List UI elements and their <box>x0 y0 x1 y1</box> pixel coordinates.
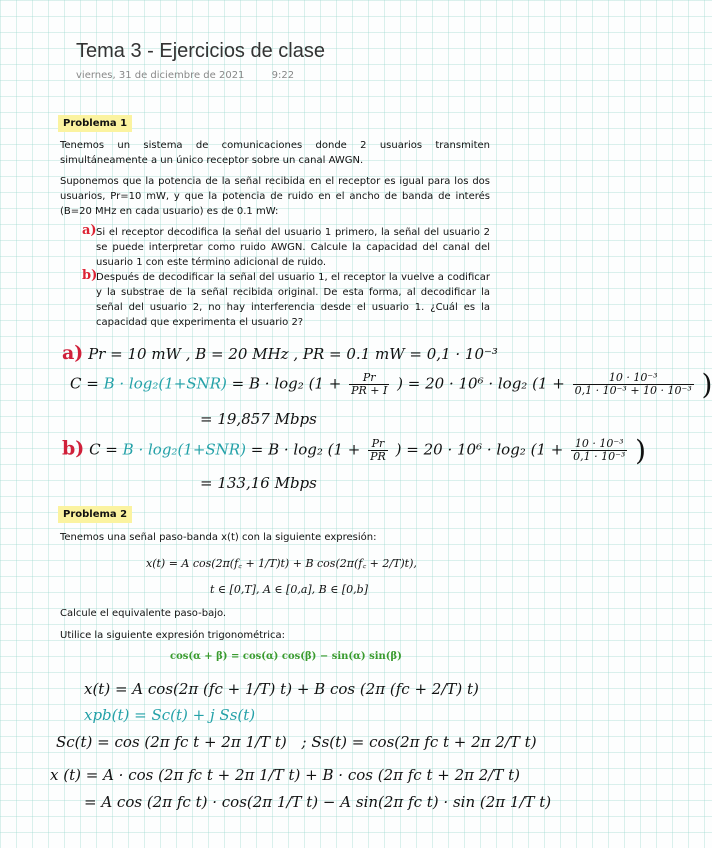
hw1-b-formula: B · log₂(1+SNR) <box>122 440 246 459</box>
hw1-c-fraction2 <box>573 372 694 397</box>
hw2-line5: = A cos (2π fc t) · cos(2π 1/T t) − A sin(2π fc t) · sin (2π 1/T t) <box>84 793 552 811</box>
hw1-b-result: = 133,16 Mbps <box>200 474 317 492</box>
hw1-b-frac-den: PR <box>370 450 386 463</box>
hw1-b-eq: = B · log₂ <box>250 440 323 459</box>
problem1-assumption: Suponemos que la potencia de la señal recibida en el receptor es igual para los dos usuarios, Pr=10 mW, y que la potencia de ruido en el ancho de banda de interés (B=20 MHz en cada usuario) es de 0.1 mW: <box>60 176 490 217</box>
hw1-b-close2: ) <box>635 434 647 467</box>
problem2-ask: Calcule el equivalente paso-bajo. <box>60 608 227 619</box>
hw1-capacity-a <box>70 368 712 401</box>
hw2-line1: x(t) = A cos(2π (fc + 1/T) t) + B cos (2π (fc + 2/T) t) <box>84 680 479 698</box>
hw1-c-close: ) <box>397 374 403 393</box>
hw1-b-fraction2 <box>571 438 627 463</box>
hw2-line3 <box>56 733 537 751</box>
hw1-c-open: (1 + <box>308 374 342 393</box>
hw1-b-open: (1 + <box>327 440 361 459</box>
hw1-b-close: ) <box>395 440 402 459</box>
hw1-b-label: b) <box>62 437 85 460</box>
hw1-c-formula: B · log₂(1+SNR) <box>103 374 227 393</box>
item-a-text: Si el receptor decodifica la señal del usuario 1 primero, la señal del usuario 2 se puede interpretar como ruido AWGN. Calcule la capacidad del canal del usuario 1 con este término adicional de ruido. <box>96 227 490 268</box>
hw1-c-mid: = 20 · 10⁶ · log₂ <box>407 374 528 393</box>
item-a-mark: a) <box>82 223 97 238</box>
hw1-c-open2: (1 + <box>532 374 565 393</box>
hw1-c-frac-num: Pr <box>349 372 389 385</box>
item-b-text: Después de decodificar la señal del usuario 1, el receptor la vuelve a codificar y la substrae de la señal recibida original. De esta forma, al decodificar la señal del usuario 2, no hay interferencia desde el usuario 1. ¿Cuál es la capacidad que experimenta el usuario 2? <box>96 272 490 328</box>
hw1-b-frac2-den: 0,1 · 10⁻³ <box>573 450 626 463</box>
hw1-b-mid: = 20 · 10⁶ · log₂ <box>406 440 526 459</box>
hw1-c-fraction <box>349 372 389 397</box>
hw2-ss: ; Ss(t) = cos(2π fc t + 2π 2/T t) <box>301 733 537 751</box>
page-title: Tema 3 - Ejercicios de clase <box>76 40 325 62</box>
hw1-a-given-line <box>62 342 498 364</box>
item-b-mark: b) <box>82 268 98 283</box>
hw1-a-given: Pr = 10 mW , B = 20 MHz , PR = 0.1 mW = 0,1 · 10⁻³ <box>88 345 498 363</box>
problem1-item-b <box>82 268 490 330</box>
hw1-b-frac-num: Pr <box>368 438 388 451</box>
hw1-c-frac2-den: 0,1 · 10⁻³ + 10 · 10⁻³ <box>574 384 692 397</box>
hw2-sc: Sc(t) = cos (2π fc t + 2π 1/T t) <box>56 733 287 751</box>
problem2-equation: x(t) = A cos(2π(f꜀ + 1/T)t) + B cos(2π(f꜀ + 2/T)t), <box>146 557 417 570</box>
page-time: 9:22 <box>271 70 295 81</box>
hw1-c-frac-den: PR + I <box>351 384 388 397</box>
page-meta <box>76 70 294 81</box>
hw1-capacity-b <box>62 434 646 467</box>
hw1-c-close2: ) <box>701 368 712 401</box>
hw2-line2 <box>84 706 255 724</box>
problem2-tag: Problema 2 <box>58 506 132 523</box>
problem2-hint: Utilice la siguiente expresión trigonométrica: <box>60 630 286 641</box>
hw1-b-open2: (1 + <box>530 440 564 459</box>
problem1-tag: Problema 1 <box>58 115 132 132</box>
hw2-lowpass-def: xpb(t) = Sc(t) + j Ss(t) <box>84 706 256 724</box>
hw1-c-frac2-num: 10 · 10⁻³ <box>573 372 694 385</box>
hw1-a-label: a) <box>62 342 84 364</box>
problem1-intro: Tenemos un sistema de comunicaciones donde 2 usuarios transmiten simultáneamente a un único receptor sobre un canal AWGN. <box>60 140 490 166</box>
hw2-line4: x (t) = A · cos (2π fc t + 2π 1/T t) + B · cos (2π fc t + 2π 2/T t) <box>50 766 521 784</box>
trig-identity: cos(α + β) = cos(α) cos(β) − sin(α) sin(β) <box>170 651 402 662</box>
hw1-a-result: = 19,857 Mbps <box>200 410 317 428</box>
hw1-c-lhs: C = <box>70 374 99 393</box>
problem2-intro: Tenemos una señal paso-banda x(t) con la siguiente expresión: <box>60 532 377 543</box>
problem2-domain: t ∈ [0,T], A ∈ [0,a], B ∈ [0,b] <box>210 583 369 596</box>
problem1-item-a <box>82 223 490 270</box>
hw1-b-frac2-num: 10 · 10⁻³ <box>571 438 627 451</box>
hw1-b-lhs: C = <box>89 440 118 459</box>
hw1-b-fraction <box>368 438 388 463</box>
page-date: viernes, 31 de diciembre de 2021 <box>76 70 245 81</box>
hw1-c-eq: = B · log₂ <box>231 374 304 393</box>
